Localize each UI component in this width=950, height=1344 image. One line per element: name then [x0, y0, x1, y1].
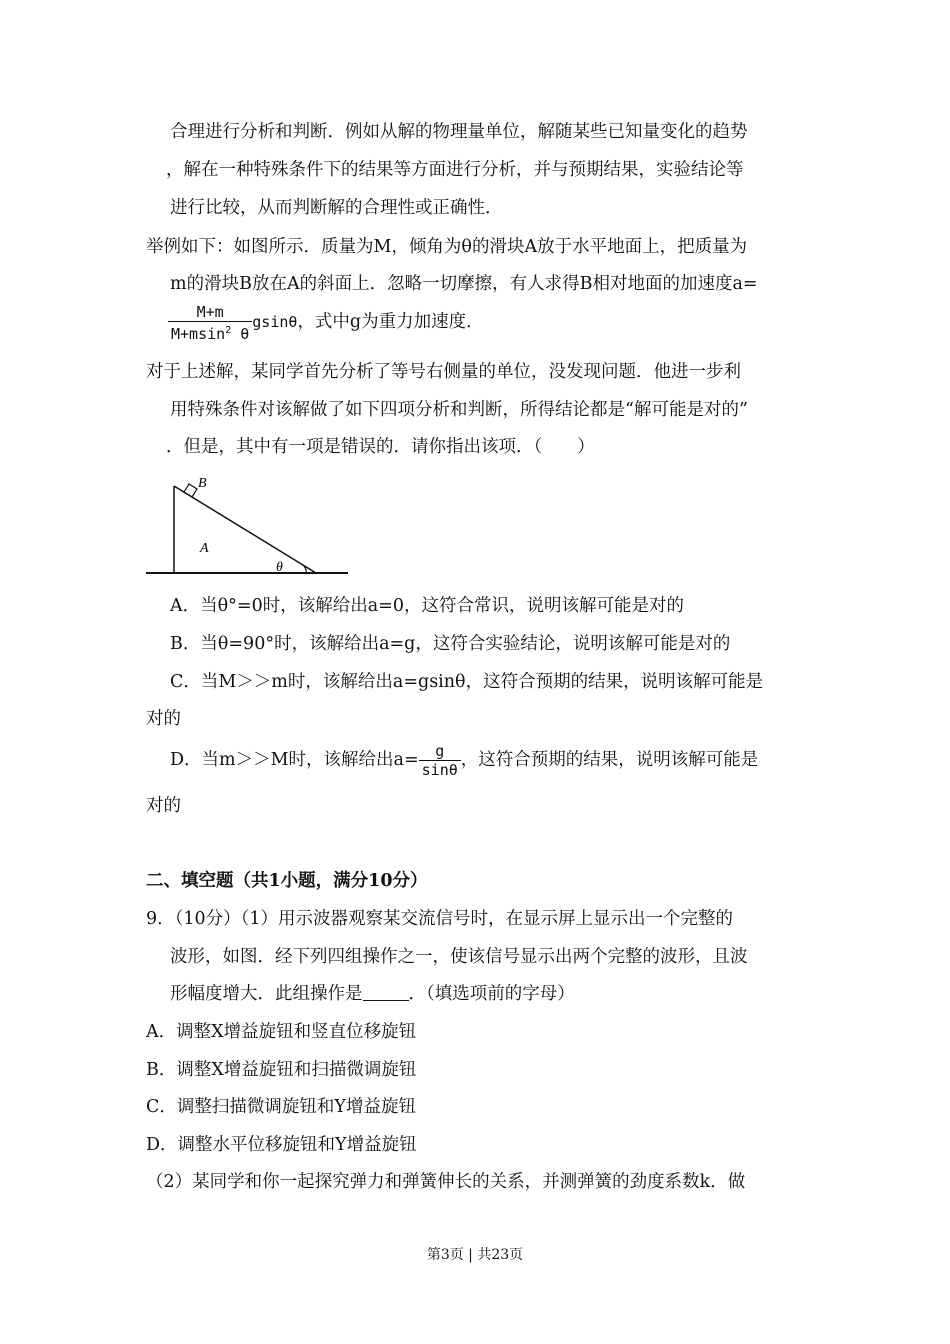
section-heading: 二、填空题（共1小题，满分10分）: [146, 871, 428, 891]
intro-line-7: 对于上述解，某同学首先分析了等号右侧量的单位，没发现问题．他进一步利: [146, 362, 741, 382]
q9-option-b: B．调整X增益旋钮和扫描微调旋钮: [146, 1060, 417, 1080]
label-b: B: [198, 476, 207, 491]
intro-line-4: 举例如下：如图所示．质量为M，倾角为θ的滑块A放于水平地面上，把质量为: [146, 237, 748, 257]
fraction-denominator: M+msin$^2$ θ: [171, 324, 250, 343]
incline-figure: [140, 470, 355, 580]
q9-part-2: （2）某同学和你一起探究弹力和弹簧伸长的关系，并测弹簧的劲度系数k．做: [146, 1172, 746, 1192]
q9-option-d: D．调整水平位移旋钮和Y增益旋钮: [146, 1135, 417, 1155]
formula-gsin: gsinθ: [252, 313, 298, 331]
formula-rest: ，式中g为重力加速度．: [297, 312, 484, 332]
intro-line-3: 进行比较，从而判断解的合理性或正确性．: [170, 198, 503, 218]
label-theta: θ: [276, 560, 283, 575]
answer-blank[interactable]: [363, 984, 409, 1001]
q9-line-1: 9．（10分）（1）用示波器观察某交流信号时，在显示屏上显示出一个完整的: [146, 909, 734, 929]
option-d-line-2: 对的: [146, 796, 181, 816]
page-footer: 第3页 | 共23页: [426, 1247, 524, 1263]
intro-line-9: ．但是，其中有一项是错误的．请你指出该项．（ ）: [166, 437, 595, 457]
option-c-line-1: C．当M＞＞m时，该解给出a=gsinθ，这符合预期的结果，说明该解可能是: [170, 672, 764, 692]
incline-slope: [174, 486, 316, 573]
intro-line-5: m的滑块B放在A的斜面上．忽略一切摩擦，有人求得B相对地面的加速度a=: [170, 274, 758, 294]
intro-line-8: 用特殊条件对该解做了如下四项分析和判断，所得结论都是“解可能是对的”: [170, 400, 748, 420]
acceleration-fraction: [168, 303, 252, 343]
q9-option-c: C．调整扫描微调旋钮和Y增益旋钮: [146, 1097, 416, 1117]
q9-line-3: 形幅度增大．此组操作是 ．（填选项前的字母）: [170, 984, 575, 1004]
q9-option-a: A．调整X增益旋钮和竖直位移旋钮: [146, 1022, 417, 1042]
block-b: [184, 484, 197, 497]
option-c-line-2: 对的: [146, 709, 181, 729]
option-b: B．当θ=90°时，该解给出a=g，这符合实验结论，说明该解可能是对的: [170, 634, 731, 654]
intro-line-2: ，解在一种特殊条件下的结果等方面进行分析，并与预期结果，实验结论等: [166, 160, 744, 180]
q9-line-2: 波形，如图．经下列四组操作之一，使该信号显示出两个完整的波形，且波: [170, 947, 748, 967]
option-d-fraction: $\frac{g}{\sin\theta}$: [419, 742, 461, 779]
label-a: A: [200, 541, 209, 556]
option-a: A．当θ°=0时，该解给出a=0，这符合常识，说明该解可能是对的: [170, 596, 684, 616]
formula-line: [168, 300, 484, 344]
intro-line-1: 合理进行分析和判断．例如从解的物理量单位，解随某些已知量变化的趋势: [170, 122, 748, 142]
option-d-line-1: D．当m＞＞M时，该解给出a= $\frac{g}{\sin\theta}$ ，这符合预期的结果，说明该解可能是: [170, 742, 759, 779]
fraction-numerator: M+m: [168, 303, 252, 322]
